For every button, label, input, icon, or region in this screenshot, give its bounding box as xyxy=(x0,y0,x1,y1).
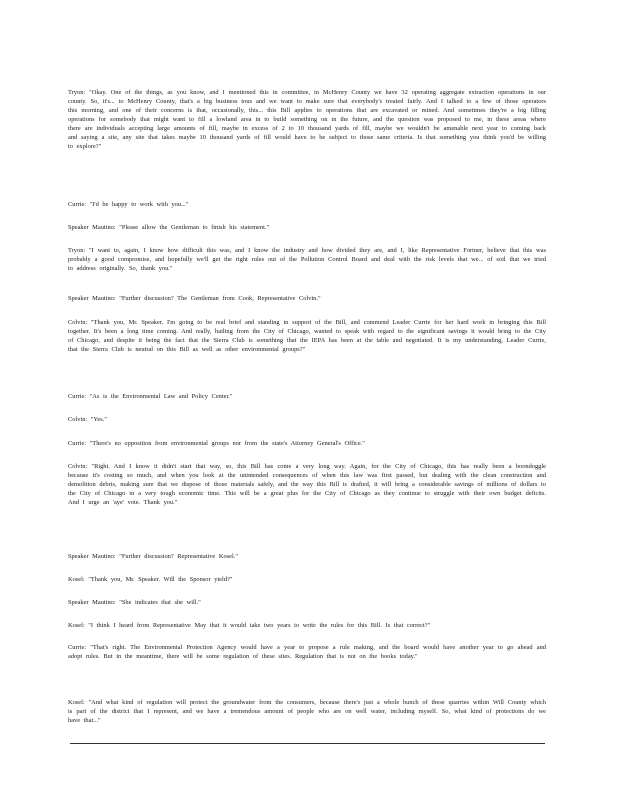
transcript-paragraph-speaker-4: Speaker Mautino: "She indicates that she will." xyxy=(68,599,201,607)
transcript-paragraph-kosel-2: Kosel: "I think I heard from Representative May that it would take two years to write the rules for this Bill. Is that correct?" xyxy=(68,622,431,630)
transcript-paragraph-colvin-2: Colvin: "Yes." xyxy=(68,416,107,424)
transcript-paragraph-speaker-2: Speaker Mautino: "Further discussion? The Gentleman from Cook, Representative Colvin." xyxy=(68,295,321,303)
footer-rule xyxy=(70,743,545,744)
transcript-paragraph-currie-1: Currie: "I'd be happy to work with you..." xyxy=(68,201,189,209)
transcript-paragraph-currie-4: Currie: "That's right. The Environmental Protection Agency would have a year to propose a rule making, and the board would have another year to go ahead and adopt rules. But in the meantime, there will be some regulation of these sites. Regulation that is not on the books today." xyxy=(68,644,546,661)
transcript-paragraph-currie-2: Currie: "As is the Environmental Law and Policy Center." xyxy=(68,393,233,401)
transcript-paragraph-colvin-1: Colvin: "Thank you, Mr. Speaker. I'm going to be real brief and standing in support of the Bill, and commend Leader Currie for her hard work in bringing this Bill together. It's been a long time coming. And really, hailing from the City of Chicago, wanted to speak with regard to the significant savings it would bring to the City of Chicago, and despite it being the fact that the Sierra Club is something that the IEPA has been at the table and negotiated. It is my understanding, Leader Currie, that the Sierra Club is neutral on this Bill as well as other environmental groups?" xyxy=(68,319,546,354)
transcript-paragraph-speaker-3: Speaker Mautino: "Further discussion? Representative Kosel." xyxy=(68,553,238,561)
transcript-paragraph-kosel-3: Kosel: "And what kind of regulation will protect the groundwater from the consumers, because there's just a whole bunch of these quarries within Will County which is part of the district that I represent, and we have a tremendous amount of people who are on well water, including myself. So, what kind of protections do we have that..." xyxy=(68,699,546,725)
transcript-paragraph-tryon-2: Tryon: "I want to, again, I know how difficult this was, and I know the industry and how divided they are, and I, like Representative Fortner, believe that this was probably a good compromise, and hopefully we'll get the right rules out of the Pollution Control Board and deal with the risk levels that we... of soil that we tried to address originally. So, thank you." xyxy=(68,247,546,273)
transcript-paragraph-speaker-1: Speaker Mautino: "Please allow the Gentleman to finish his statement." xyxy=(68,224,270,232)
transcript-paragraph-colvin-3: Colvin: "Right. And I know it didn't start that way, so, this Bill has come a very long way. Again, for the City of Chicago, this has really been a boondoggle because it's costing so much, and when you look at the unintended consequences of when this law was first passed, but dealing with the clean construction and demolition debris, making sure that we dispose of those materials safely, and the way this Bill is drafted, it will bring a considerable savings of millions of dollars to the City of Chicago in a very tough economic time. This will be a great plus for the City of Chicago as they continue to struggle with their own budget deficits. And I urge an 'aye' vote. Thank you." xyxy=(68,463,546,507)
transcript-paragraph-kosel-1: Kosel: "Thank you, Mr. Speaker. Will the Sponsor yield?" xyxy=(68,576,233,584)
transcript-paragraph-currie-3: Currie: "There's no opposition from environmental groups nor from the state's Attorney General's Office." xyxy=(68,440,365,448)
transcript-paragraph-tryon-1: Tryon: "Okay. One of the things, as you know, and I mentioned this in committee, in McHenry County we have 32 operating aggregate extraction operations in our county. So, it's... to McHenry County, that's a big business tous and we want to make sure that everybody's treated fairly. And I talked to a few of those operators this morning, and one of their concerns is that, occasionally, this... this Bill applies to operations that are excavated or mined. And sometimes they're a big filling operations for somebody that might want to fill a lowland area in to build something on in the future, and the question was proposed to me, in these areas where there are individuals accepting large amounts of fill, maybe in excess of 2 to 10 thousand yards of fill, maybe we wouldn't be amenable next year to coming back and saying a site, any site that takes maybe 10 thousand yards of fill would have to be subject to those same criteria. Is that something you think you'd be willing to explore?" xyxy=(68,89,546,151)
